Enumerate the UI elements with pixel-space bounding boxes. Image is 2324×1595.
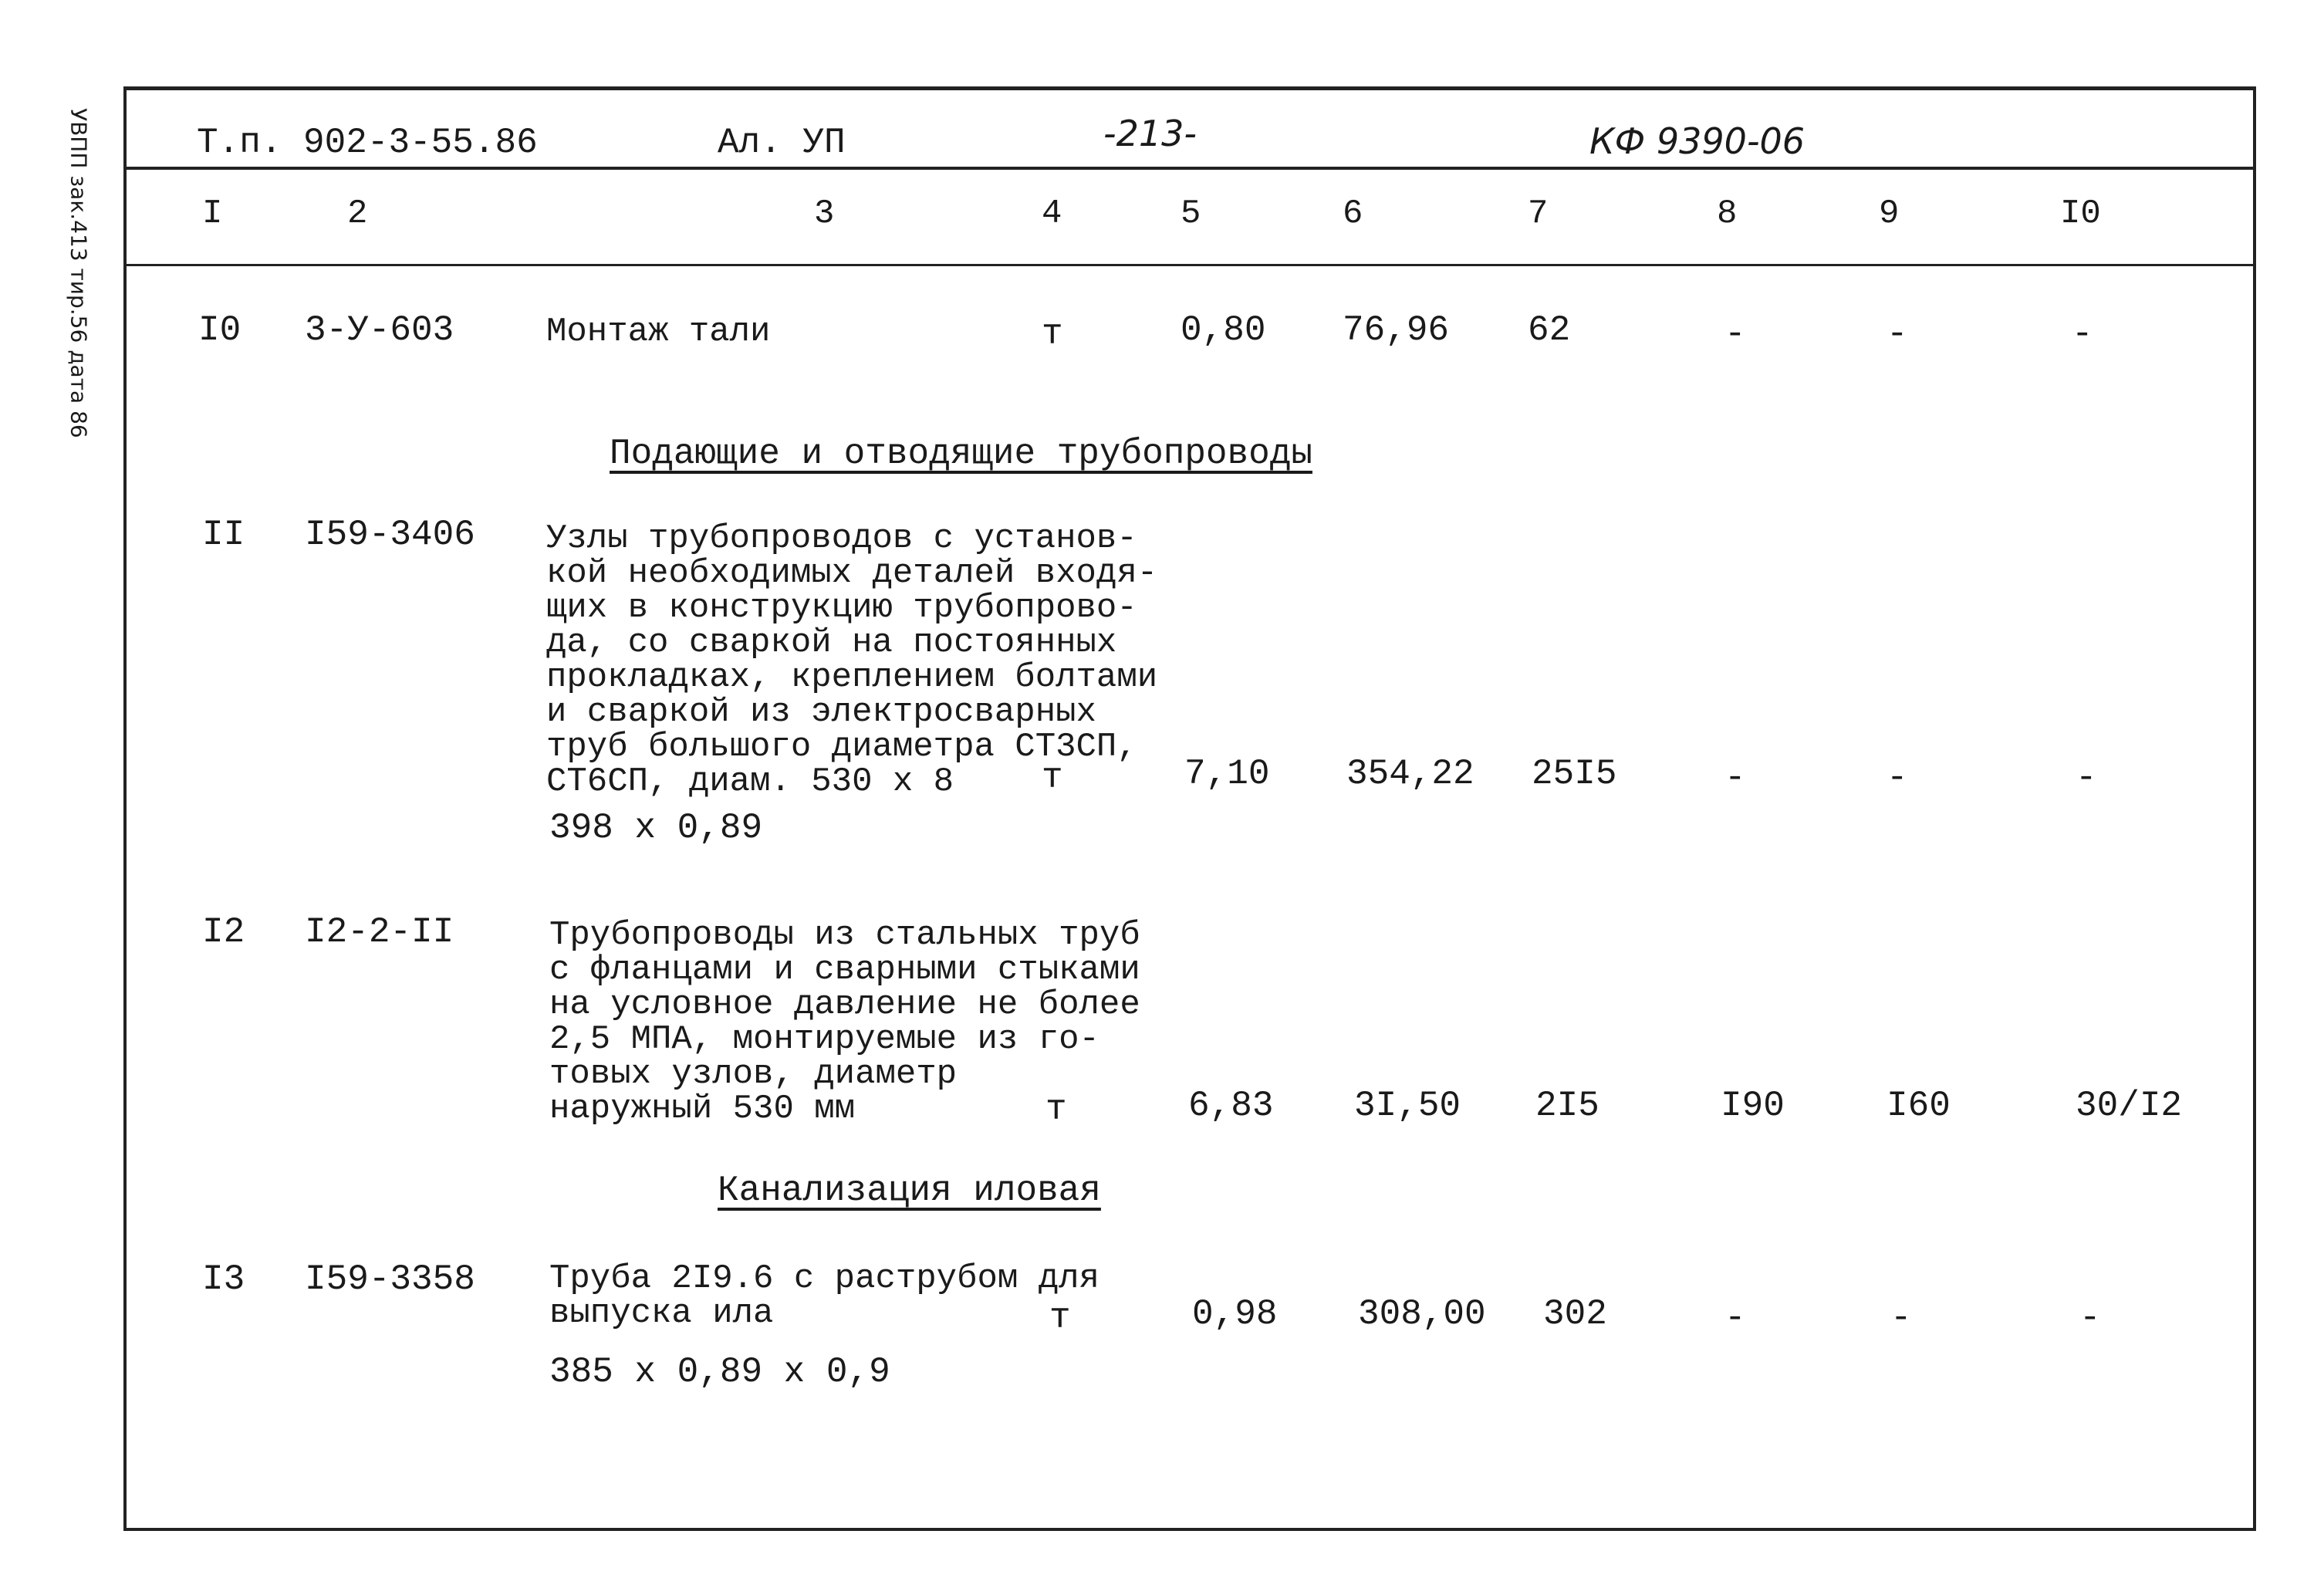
section-heading: Подающие и отводящие трубопроводы [610, 434, 1312, 474]
value-col9: - [1887, 758, 1908, 798]
value-col5: 6,83 [1188, 1086, 1274, 1126]
row-number: II [202, 515, 245, 555]
value-col8: I90 [1721, 1086, 1785, 1126]
norm-code: I59-3358 [305, 1259, 475, 1299]
value-col7: 62 [1528, 310, 1571, 350]
value-col5: 0,80 [1181, 310, 1266, 350]
unit: т [1042, 758, 1063, 798]
column-header-divider [123, 264, 2256, 266]
document-code: КФ 9390-06 [1589, 120, 1805, 162]
value-col10: - [2079, 1298, 2101, 1338]
work-description: Трубопроводы из стальных труб с фланцами и сварными стыками на условное давление не более 2,5 МПА, монтируемые из го- товых узлов, диаметр наружный 530 мм [549, 916, 1140, 1128]
value-col7: 2I5 [1535, 1086, 1599, 1126]
work-description: Узлы трубопроводов с установ- кой необходимых деталей входя- щих в конструкцию трубопрово- да, со сваркой на постоянных прокладках, креплением болтами и сваркой из электросварных труб большого диаметра СТ3СП, СТ6СП, диам. 530 х 8 [546, 519, 1158, 801]
value-col8: - [1724, 314, 1746, 354]
value-col9: I60 [1887, 1086, 1951, 1126]
row-note: 385 х 0,89 х 0,9 [549, 1352, 890, 1392]
document-frame [123, 86, 2256, 1531]
value-col5: 7,10 [1184, 754, 1270, 794]
value-col10: - [2072, 314, 2093, 354]
row-note: 398 х 0,89 [549, 808, 763, 848]
norm-code: I59-3406 [305, 515, 475, 555]
column-header-1: I [202, 194, 223, 233]
value-col5: 0,98 [1192, 1294, 1278, 1334]
column-header-2: 2 [347, 194, 368, 233]
value-col8: - [1724, 758, 1746, 798]
unit: т [1049, 1298, 1071, 1338]
value-col7: 25I5 [1532, 754, 1617, 794]
column-header-6: 6 [1343, 194, 1363, 233]
margin-stamp [56, 108, 102, 478]
column-header-5: 5 [1181, 194, 1201, 233]
row-number: I0 [198, 310, 242, 350]
value-col9: - [1890, 1298, 1912, 1338]
value-col10: 30/I2 [2076, 1086, 2183, 1126]
column-header-8: 8 [1717, 194, 1738, 233]
norm-code: 3-У-603 [305, 310, 454, 350]
value-col8: - [1724, 1298, 1746, 1338]
value-col6: 308,00 [1358, 1294, 1486, 1334]
norm-code: I2-2-II [305, 912, 454, 952]
value-col10: - [2076, 758, 2097, 798]
column-header-10: I0 [2060, 194, 2101, 233]
page-number: -213- [1103, 113, 1197, 154]
work-description: Труба 2I9.6 с раструбом для выпуска ила [549, 1259, 1100, 1333]
margin-stamp-text: УВПП зак.413 тир.56 дата 86 [66, 108, 92, 438]
column-header-3: 3 [814, 194, 835, 233]
value-col6: 354,22 [1346, 754, 1474, 794]
column-header-9: 9 [1879, 194, 1900, 233]
project-number: Т.п. 902-3-55.86 [197, 123, 538, 163]
value-col7: 302 [1543, 1294, 1607, 1334]
row-number: I2 [202, 912, 245, 952]
album-label: Ал. УП [718, 123, 846, 163]
header-divider [123, 167, 2256, 170]
section-heading: Канализация иловая [718, 1171, 1101, 1211]
column-header-7: 7 [1528, 194, 1549, 233]
value-col6: 76,96 [1343, 310, 1450, 350]
unit: т [1042, 314, 1063, 354]
value-col9: - [1887, 314, 1908, 354]
unit: т [1045, 1090, 1067, 1130]
column-header-4: 4 [1042, 194, 1062, 233]
value-col6: 3I,50 [1354, 1086, 1461, 1126]
work-description: Монтаж тали [546, 313, 771, 351]
row-number: I3 [202, 1259, 245, 1299]
